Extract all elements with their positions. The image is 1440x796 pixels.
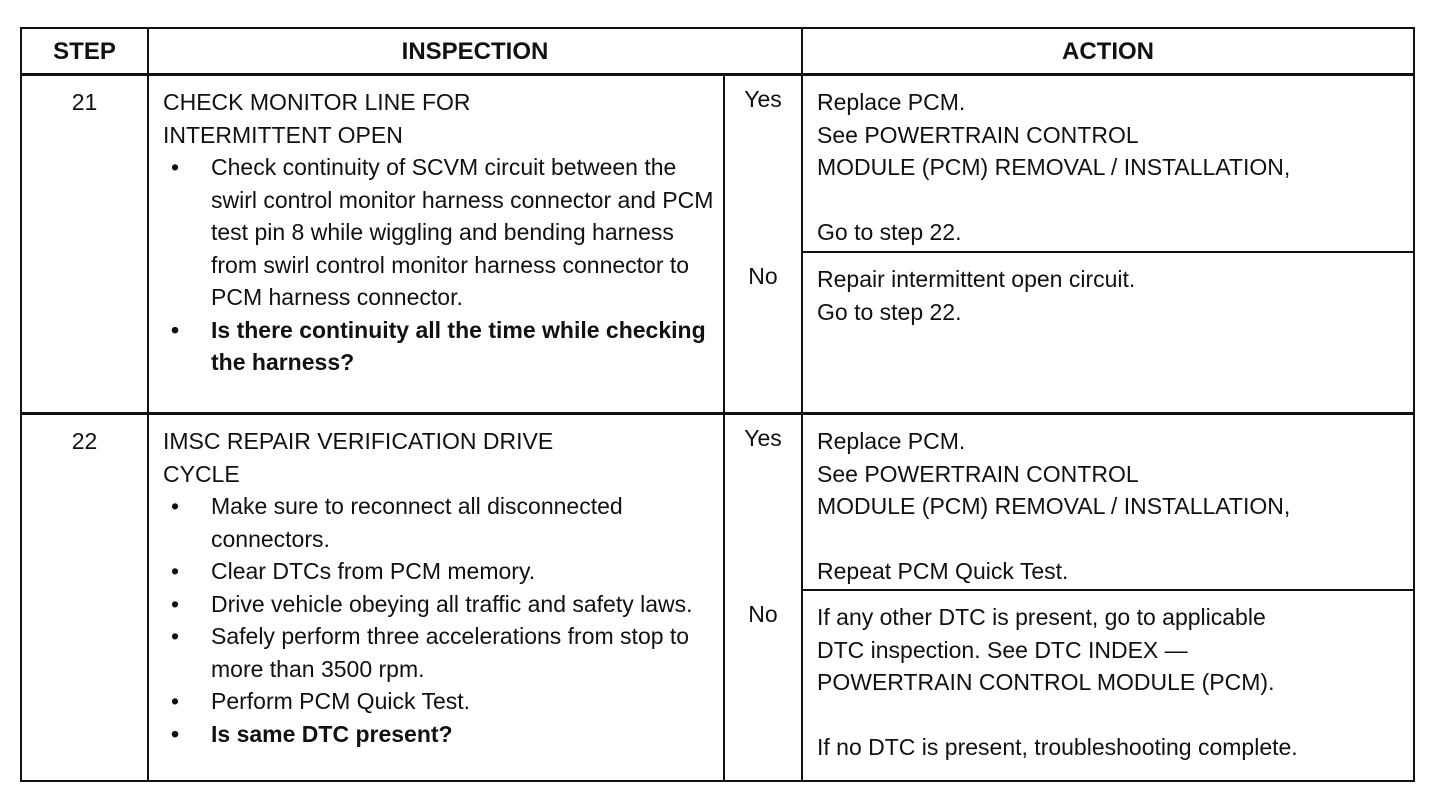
- action-line: Go to step 22.: [817, 219, 962, 245]
- header-step: STEP: [53, 38, 116, 65]
- action-line: POWERTRAIN CONTROL MODULE (PCM).: [817, 669, 1275, 695]
- inspection-cell: [163, 425, 723, 750]
- action-line: MODULE (PCM) REMOVAL / INSTALLATION,: [817, 154, 1291, 180]
- action-line: If any other DTC is present, go to applicable: [817, 604, 1266, 630]
- divider: [22, 412, 1413, 415]
- action-line: Replace PCM.: [817, 428, 966, 454]
- inspection-bullet: • Safely perform three accelerations from stop to more than 3500 rpm.: [163, 620, 723, 685]
- action-line: If no DTC is present, troubleshooting complete.: [817, 734, 1298, 760]
- inspection-cell: [163, 86, 723, 379]
- step-number: 22: [71, 428, 98, 454]
- action-line: Repair intermittent open circuit.: [817, 266, 1136, 292]
- no-action: [817, 263, 1407, 328]
- yes-label: Yes: [744, 425, 782, 451]
- inspection-question: • Is same DTC present?: [163, 718, 723, 751]
- header-action: ACTION: [1062, 38, 1154, 65]
- no-label: No: [748, 601, 778, 627]
- inspection-title: CHECK MONITOR LINE FOR: [163, 89, 471, 115]
- yes-action: [817, 86, 1407, 249]
- action-line: See POWERTRAIN CONTROL: [817, 460, 1139, 487]
- inspection-bullet: • Drive vehicle obeying all traffic and safety laws.: [163, 588, 723, 621]
- divider: [801, 29, 803, 780]
- inspection-title: CYCLE: [163, 460, 240, 487]
- inspection-table: [20, 27, 1415, 782]
- step-number: 21: [71, 89, 98, 115]
- divider: [147, 29, 149, 780]
- yes-action: [817, 425, 1407, 588]
- action-line: Repeat PCM Quick Test.: [817, 558, 1069, 584]
- no-label: No: [748, 263, 778, 289]
- inspection-title: IMSC REPAIR VERIFICATION DRIVE: [163, 428, 554, 454]
- inspection-question: • Is there continuity all the time while checking the harness?: [163, 314, 723, 379]
- action-line: Go to step 22.: [817, 298, 962, 325]
- inspection-bullet: • Clear DTCs from PCM memory.: [163, 555, 723, 588]
- action-line: MODULE (PCM) REMOVAL / INSTALLATION,: [817, 493, 1291, 519]
- yes-label: Yes: [744, 86, 782, 112]
- divider: [801, 251, 1413, 253]
- divider: [801, 589, 1413, 591]
- action-line: DTC inspection. See DTC INDEX —: [817, 636, 1188, 663]
- header-inspection: INSPECTION: [401, 38, 549, 65]
- inspection-bullet: • Make sure to reconnect all disconnected connectors.: [163, 490, 723, 555]
- inspection-bullet: • Check continuity of SCVM circuit between the swirl control monitor harness connector and PCM test pin 8 while wiggling and bending harness from swirl control monitor harness connector to PCM harness connector.: [163, 151, 723, 314]
- action-line: See POWERTRAIN CONTROL: [817, 121, 1139, 148]
- inspection-title: INTERMITTENT OPEN: [163, 121, 403, 148]
- no-action: [817, 601, 1407, 764]
- inspection-bullet: • Perform PCM Quick Test.: [163, 685, 723, 718]
- action-line: Replace PCM.: [817, 89, 966, 115]
